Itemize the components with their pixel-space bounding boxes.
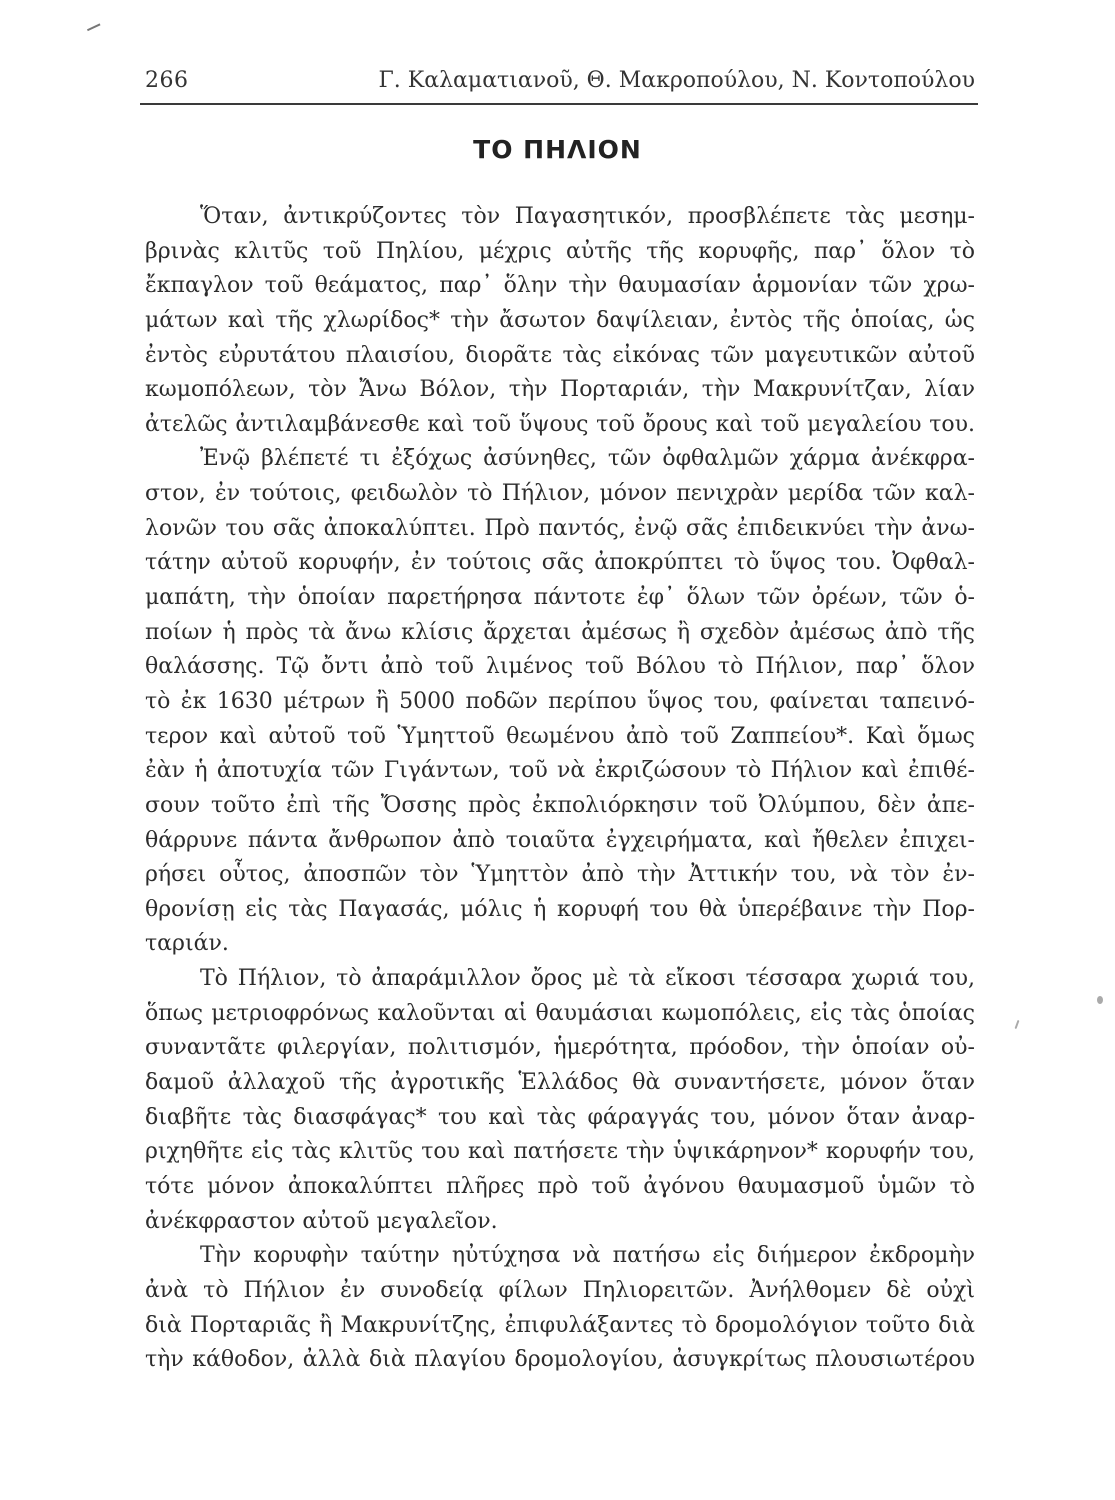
text-line: ρήσει οὗτος, ἀποσπῶν τὸν Ὑμηττὸν ἀπὸ τὴν Ἀττικήν του, νὰ τὸν ἐν- <box>145 862 975 888</box>
text-line: ἔκπαγλον τοῦ θεάματος, παρ᾽ ὅλην τὴν θαυμασίαν ἁρμονίαν τῶν χρω- <box>145 273 975 299</box>
text-line: ἀνὰ τὸ Πήλιον ἐν συνοδείᾳ φίλων Πηλιορειτῶν. Ἀνήλθομεν δὲ οὐχὶ <box>145 1277 975 1303</box>
text-line: λονῶν του σᾶς ἀποκαλύπτει. Πρὸ παντός, ἐνῷ σᾶς ἐπιδεικνύει τὴν ἀνω- <box>145 515 975 541</box>
text-line: ποίων ἡ πρὸς τὰ ἄνω κλίσις ἄρχεται ἀμέσως ἢ σχεδὸν ἀμέσως ἀπὸ τῆς <box>145 619 975 645</box>
text-line: ταριάν. <box>145 931 229 957</box>
text-line: στον, ἐν τούτοις, φειδωλὸν τὸ Πήλιον, μόνον πενιχρὰν μερίδα τῶν καλ- <box>145 481 975 507</box>
body-text <box>145 200 975 1378</box>
paper-speck <box>1097 996 1103 1004</box>
text-line: τότε μόνον ἀποκαλύπτει πλῆρες πρὸ τοῦ ἀγόνου θαυμασμοῦ ὑμῶν τὸ <box>145 1173 975 1199</box>
page-header <box>145 68 975 104</box>
text-line: ἀτελῶς ἀντιλαμβάνεσθε καὶ τοῦ ὕψους τοῦ ὄρους καὶ τοῦ μεγαλείου του. <box>145 411 975 437</box>
text-line: σουν τοῦτο ἐπὶ τῆς Ὄσσης πρὸς ἐκπολιόρκησιν τοῦ Ὀλύμπου, δὲν ἀπε- <box>145 792 975 818</box>
text-line: τὴν κάθοδον, ἀλλὰ διὰ πλαγίου δρομολογίου, ἀσυγκρίτως πλουσιωτέρου <box>145 1347 975 1373</box>
text-line: Τὴν κορυφὴν ταύτην ηὐτύχησα νὰ πατήσω εἰς διήμερον ἐκδρομὴν <box>200 1243 975 1269</box>
text-line: μάτων καὶ τῆς χλωρίδος* τὴν ἄσωτον δαψίλειαν, ἐντὸς τῆς ὁποίας, ὡς <box>145 307 975 333</box>
stray-pen-mark <box>87 23 103 36</box>
text-line: μαπάτη, τὴν ὁποίαν παρετήρησα πάντοτε ἐφ᾽ ὅλων τῶν ὀρέων, τῶν ὁ- <box>145 585 975 611</box>
text-line: ριχηθῆτε εἰς τὰς κλιτῦς του καὶ πατήσετε τὴν ὑψικάρηνον* κορυφήν του, <box>145 1139 975 1165</box>
text-line: δαμοῦ ἀλλαχοῦ τῆς ἀγροτικῆς Ἑλλάδος θὰ συναντήσετε, μόνον ὅταν <box>145 1070 975 1096</box>
text-line: τάτην αὐτοῦ κορυφήν, ἐν τούτοις σᾶς ἀποκρύπτει τὸ ὕψος του. Ὀφθαλ- <box>145 550 975 576</box>
text-line: θάρρυνε πάντα ἄνθρωπον ἀπὸ τοιαῦτα ἐγχειρήματα, καὶ ἤθελεν ἐπιχει- <box>145 827 975 853</box>
running-head-authors: Γ. Καλαματιανοῦ, Θ. Μακροπούλου, Ν. Κοντοπούλου <box>378 68 975 93</box>
text-line: διαβῆτε τὰς διασφάγας* του καὶ τὰς φάραγγάς του, μόνον ὅταν ἀναρ- <box>145 1104 975 1130</box>
text-line: θρονίσῃ εἰς τὰς Παγασάς, μόλις ἡ κορυφή του θὰ ὑπερέβαινε τὴν Πορ- <box>145 896 975 922</box>
text-line: κωμοπόλεων, τὸν Ἄνω Βόλον, τὴν Πορταριάν, τὴν Μακρυνίτζαν, λίαν <box>145 377 975 403</box>
text-line: ὅπως μετριοφρόνως καλοῦνται αἱ θαυμάσιαι κωμοπόλεις, εἰς τὰς ὁποίας <box>145 1000 975 1026</box>
text-line: τερον καὶ αὐτοῦ τοῦ Ὑμηττοῦ θεωμένου ἀπὸ τοῦ Ζαππείου*. Καὶ ὅμως <box>145 723 975 749</box>
text-line: συναντᾶτε φιλεργίαν, πολιτισμόν, ἡμερότητα, πρόοδον, τὴν ὁποίαν οὐ- <box>145 1035 975 1061</box>
text-line: Ὅταν, ἀντικρύζοντες τὸν Παγασητικόν, προσβλέπετε τὰς μεσημ- <box>200 204 975 229</box>
text-line: Τὸ Πήλιον, τὸ ἀπαράμιλλον ὄρος μὲ τὰ εἴκοσι τέσσαρα χωριά του, <box>200 966 975 992</box>
paper-speck <box>1015 1020 1020 1029</box>
text-line: βρινὰς κλιτῦς τοῦ Πηλίου, μέχρις αὐτῆς τῆς κορυφῆς, παρ᾽ ὅλον τὸ <box>145 238 975 264</box>
text-line: Ἐνῷ βλέπετέ τι ἐξόχως ἀσύνηθες, τῶν ὀφθαλμῶν χάρμα ἀνέκφρα- <box>200 446 975 472</box>
page-number: 266 <box>145 68 189 93</box>
text-line: ἐντὸς εὐρυτάτου πλαισίου, διορᾶτε τὰς εἰκόνας τῶν μαγευτικῶν αὐτοῦ <box>145 342 975 368</box>
chapter-title: ΤΟ ΠΗΛΙΟΝ <box>473 135 642 164</box>
text-line: ἀνέκφραστον αὐτοῦ μεγαλεῖον. <box>145 1208 498 1234</box>
text-line: θαλάσσης. Τῷ ὄντι ἀπὸ τοῦ λιμένος τοῦ Βόλου τὸ Πήλιον, παρ᾽ ὅλον <box>145 654 975 680</box>
header-rule <box>140 103 978 105</box>
text-line: τὸ ἐκ 1630 μέτρων ἢ 5000 ποδῶν περίπου ὕψος του, φαίνεται ταπεινό- <box>145 688 975 714</box>
text-line: ἐὰν ἡ ἀποτυχία τῶν Γιγάντων, τοῦ νὰ ἐκριζώσουν τὸ Πήλιον καὶ ἐπιθέ- <box>145 758 975 784</box>
text-line: διὰ Πορταριᾶς ἢ Μακρυνίτζης, ἐπιφυλάξαντες τὸ δρομολόγιον τοῦτο διὰ <box>145 1312 975 1338</box>
